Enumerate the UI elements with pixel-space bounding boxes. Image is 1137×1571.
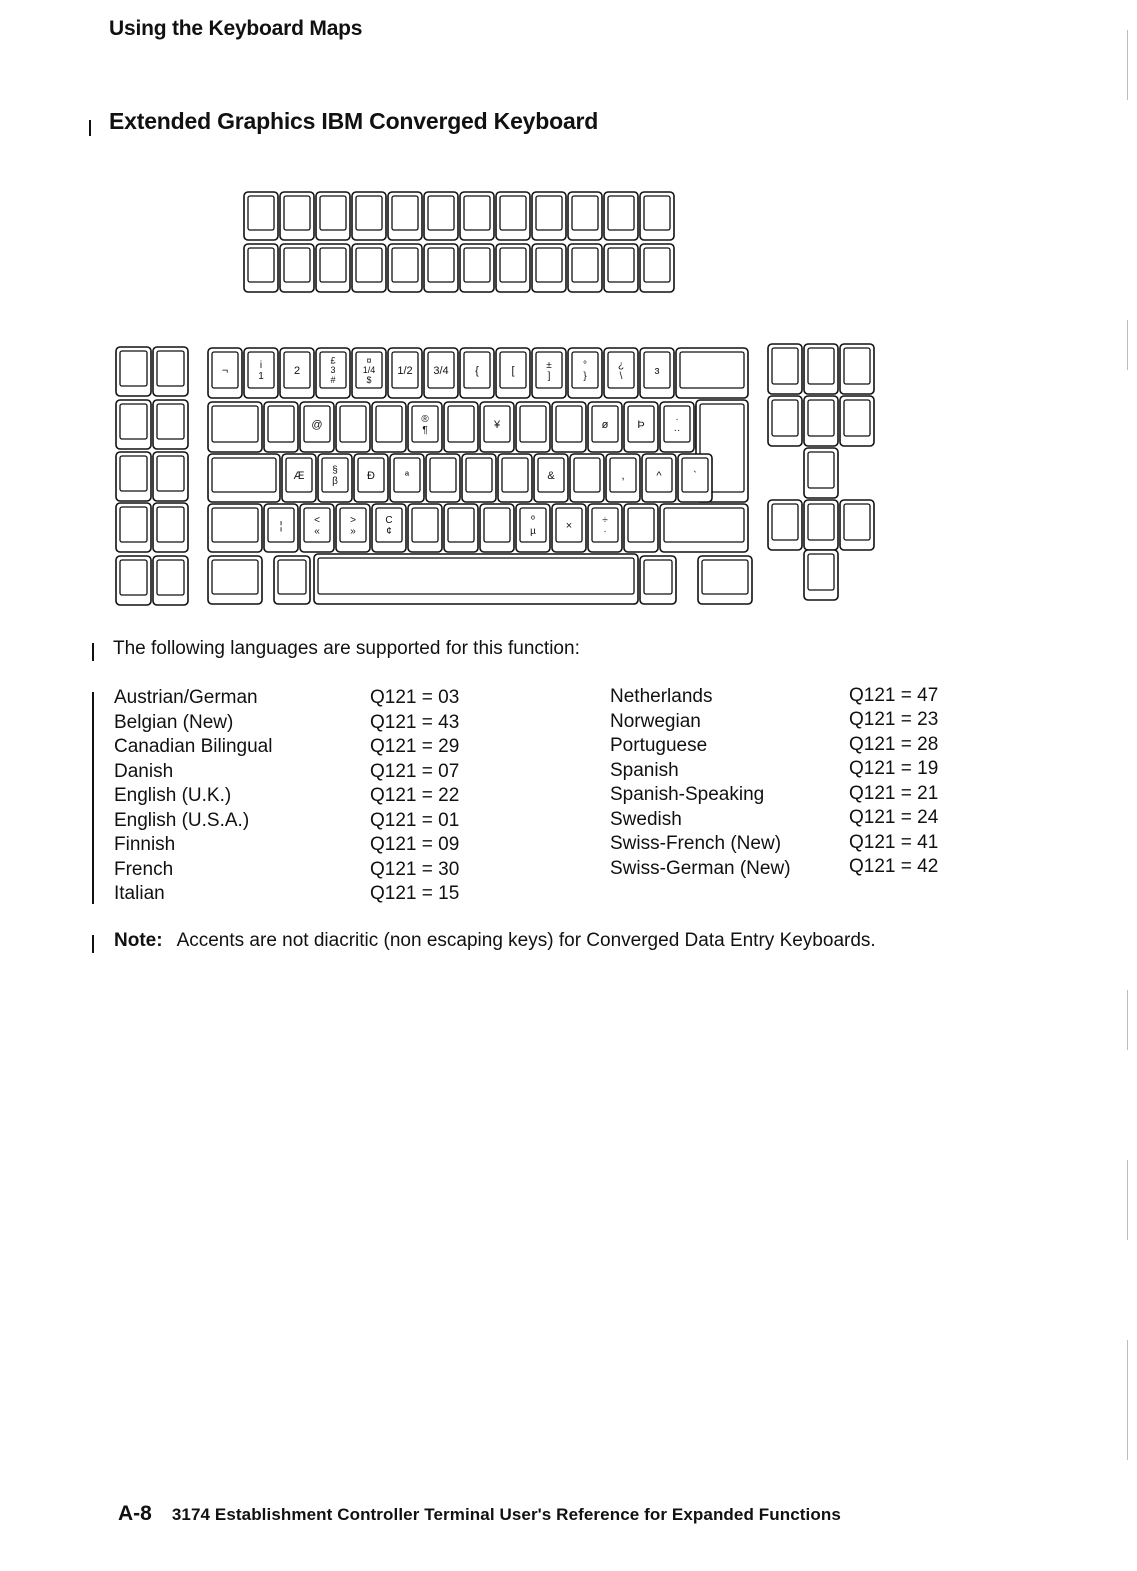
function-key bbox=[424, 192, 458, 240]
aux-key bbox=[116, 452, 151, 501]
language-name: Spanish bbox=[610, 760, 679, 781]
language-code: Q121 = 29 bbox=[370, 736, 460, 757]
main-key bbox=[264, 402, 298, 452]
language-code: Q121 = 01 bbox=[370, 810, 460, 831]
key-legend: Ð bbox=[367, 469, 375, 482]
key-legend: ¿ bbox=[617, 360, 625, 372]
main-key bbox=[444, 402, 478, 452]
function-key bbox=[352, 192, 386, 240]
key-legend: · bbox=[603, 526, 607, 538]
language-name: Finnish bbox=[114, 834, 176, 855]
key-legend: · bbox=[675, 414, 679, 426]
aux-key bbox=[116, 556, 151, 605]
cursor-up-key bbox=[804, 448, 838, 498]
key-legend: # bbox=[330, 375, 336, 386]
key-legend: ] bbox=[547, 371, 551, 383]
language-name: English (U.K.) bbox=[114, 785, 232, 806]
right-ctrl-key bbox=[698, 556, 752, 604]
language-code: Q121 = 22 bbox=[370, 785, 460, 806]
main-key bbox=[480, 504, 514, 552]
right-shift-key bbox=[660, 504, 748, 552]
language-code: Q121 = 07 bbox=[370, 761, 460, 782]
cursor-key bbox=[804, 344, 838, 394]
language-name: Danish bbox=[114, 761, 174, 782]
key-legend: & bbox=[547, 469, 555, 482]
language-name: Netherlands bbox=[610, 686, 713, 707]
language-code: Q121 = 24 bbox=[849, 807, 939, 828]
key-legend: , bbox=[621, 469, 625, 482]
section-title: Extended Graphics IBM Converged Keyboard bbox=[109, 108, 599, 134]
key-legend: º bbox=[531, 515, 535, 527]
key-legend: 2 bbox=[293, 364, 301, 377]
function-key bbox=[460, 244, 494, 292]
language-code: Q121 = 15 bbox=[370, 883, 460, 904]
language-name: Austrian/German bbox=[114, 687, 258, 708]
function-key bbox=[496, 192, 530, 240]
caps-lock-key bbox=[208, 454, 280, 502]
key-legend: $ bbox=[366, 375, 372, 386]
function-key bbox=[244, 244, 278, 292]
key-legend: ^ bbox=[656, 469, 662, 482]
key-legend: < bbox=[314, 515, 320, 527]
key-legend: × bbox=[565, 519, 573, 532]
cursor-key bbox=[768, 344, 802, 394]
cursor-key bbox=[804, 500, 838, 550]
function-key bbox=[532, 192, 566, 240]
key-legend: ÷ bbox=[602, 515, 608, 527]
key-legend: 3 bbox=[330, 365, 336, 376]
revision-bar bbox=[92, 692, 94, 904]
key-legend: } bbox=[583, 371, 587, 383]
function-key bbox=[568, 192, 602, 240]
main-key bbox=[426, 454, 460, 502]
main-key bbox=[516, 402, 550, 452]
function-key bbox=[280, 192, 314, 240]
key-legend: ¤ bbox=[366, 355, 372, 366]
main-key bbox=[372, 402, 406, 452]
key-legend: Æ bbox=[293, 469, 305, 482]
function-key bbox=[388, 192, 422, 240]
note-label: Note: bbox=[114, 930, 163, 951]
key-legend: ¥ bbox=[493, 418, 501, 431]
key-legend: i bbox=[259, 360, 263, 372]
function-key bbox=[244, 192, 278, 240]
language-name: English (U.S.A.) bbox=[114, 810, 250, 831]
key-legend: ·· bbox=[673, 425, 681, 437]
aux-key bbox=[116, 503, 151, 552]
cursor-key bbox=[840, 396, 874, 446]
page-number: A-8 bbox=[118, 1502, 152, 1525]
cursor-down-key bbox=[804, 550, 838, 600]
language-code: Q121 = 47 bbox=[849, 685, 939, 706]
key-legend: Þ bbox=[637, 418, 645, 431]
key-legend: \ bbox=[619, 371, 623, 383]
main-key bbox=[462, 454, 496, 502]
function-key bbox=[568, 244, 602, 292]
scan-edge-mark bbox=[1127, 990, 1128, 1050]
language-name: Belgian (New) bbox=[114, 712, 234, 733]
main-key bbox=[408, 504, 442, 552]
key-legend: 1 bbox=[258, 371, 264, 383]
note-text: Accents are not diacritic (non escaping keys) for Converged Data Entry Keyboards. bbox=[176, 930, 876, 951]
language-name: Spanish-Speaking bbox=[610, 784, 765, 805]
left-shift-key bbox=[208, 504, 262, 552]
language-code: Q121 = 28 bbox=[849, 734, 939, 755]
main-key bbox=[552, 402, 586, 452]
key-legend: » bbox=[350, 526, 356, 538]
function-key bbox=[640, 244, 674, 292]
language-name: French bbox=[114, 859, 174, 880]
ctrl-key bbox=[208, 556, 262, 604]
aux-key bbox=[153, 347, 188, 396]
key-legend: ¦ bbox=[279, 519, 283, 532]
page-footer bbox=[118, 1502, 841, 1526]
scan-edge-mark bbox=[1127, 320, 1128, 370]
function-key bbox=[316, 244, 350, 292]
function-key bbox=[316, 192, 350, 240]
function-key bbox=[424, 244, 458, 292]
cursor-key bbox=[840, 500, 874, 550]
aux-key bbox=[153, 556, 188, 605]
keyboard-diagram bbox=[0, 0, 1137, 640]
main-key bbox=[444, 504, 478, 552]
language-code: Q121 = 30 bbox=[370, 859, 460, 880]
key-legend: 1/4 bbox=[362, 365, 376, 376]
key-legend: ® bbox=[421, 414, 429, 426]
key-legend: ¬ bbox=[221, 364, 229, 377]
aux-key bbox=[153, 503, 188, 552]
main-key bbox=[570, 454, 604, 502]
key-legend: C bbox=[385, 515, 393, 527]
scan-edge-mark bbox=[1127, 1340, 1128, 1460]
scan-edge-mark bbox=[1127, 30, 1128, 100]
key-legend: £ bbox=[330, 355, 336, 366]
tab-key bbox=[208, 402, 262, 452]
function-key bbox=[604, 192, 638, 240]
aux-key bbox=[153, 452, 188, 501]
language-code: Q121 = 21 bbox=[849, 783, 939, 804]
function-key bbox=[640, 192, 674, 240]
language-code: Q121 = 03 bbox=[370, 687, 460, 708]
alt-right-key bbox=[640, 556, 676, 604]
key-legend: 1/2 bbox=[397, 364, 413, 377]
language-code: Q121 = 42 bbox=[849, 856, 939, 877]
language-name: Portuguese bbox=[610, 735, 708, 756]
cursor-key bbox=[768, 500, 802, 550]
language-code: Q121 = 41 bbox=[849, 832, 939, 853]
note bbox=[114, 930, 876, 952]
language-name: Swedish bbox=[610, 809, 682, 830]
running-head: Using the Keyboard Maps bbox=[109, 17, 363, 40]
key-legend: [ bbox=[511, 364, 515, 377]
revision-bar bbox=[92, 935, 94, 953]
key-legend: 3/4 bbox=[433, 364, 449, 377]
backspace-key bbox=[676, 348, 748, 398]
language-name: Swiss-French (New) bbox=[610, 833, 782, 854]
function-key bbox=[280, 244, 314, 292]
language-name: Swiss-German (New) bbox=[610, 858, 791, 879]
key-legend: ¢ bbox=[386, 526, 392, 538]
language-code: Q121 = 19 bbox=[849, 758, 939, 779]
main-key bbox=[624, 504, 658, 552]
key-legend: ° bbox=[583, 360, 587, 372]
function-key bbox=[460, 192, 494, 240]
alt-key bbox=[274, 556, 310, 604]
space-bar bbox=[314, 554, 638, 604]
function-key bbox=[496, 244, 530, 292]
intro-text: The following languages are supported for this function: bbox=[113, 638, 580, 659]
key-legend: β bbox=[332, 476, 338, 488]
aux-key bbox=[153, 400, 188, 449]
key-legend: ` bbox=[693, 469, 697, 482]
revision-bar bbox=[92, 643, 94, 661]
function-key bbox=[388, 244, 422, 292]
main-key bbox=[336, 402, 370, 452]
function-key bbox=[352, 244, 386, 292]
function-key bbox=[532, 244, 566, 292]
language-code: Q121 = 23 bbox=[849, 709, 939, 730]
key-legend: ɜ bbox=[654, 364, 660, 377]
key-legend: { bbox=[475, 364, 479, 377]
language-name: Norwegian bbox=[610, 711, 701, 732]
scan-edge-mark bbox=[1127, 1160, 1128, 1240]
key-legend: > bbox=[350, 515, 356, 527]
language-code: Q121 = 43 bbox=[370, 712, 460, 733]
key-legend: « bbox=[314, 526, 320, 538]
language-code: Q121 = 09 bbox=[370, 834, 460, 855]
key-legend: ø bbox=[601, 418, 609, 431]
cursor-key bbox=[768, 396, 802, 446]
main-key bbox=[498, 454, 532, 502]
key-legend: @ bbox=[311, 418, 323, 431]
aux-key bbox=[116, 400, 151, 449]
language-name: Italian bbox=[114, 883, 165, 904]
cursor-key bbox=[804, 396, 838, 446]
language-name: Canadian Bilingual bbox=[114, 736, 273, 757]
function-key bbox=[604, 244, 638, 292]
book-title: 3174 Establishment Controller Terminal User's Reference for Expanded Functions bbox=[171, 1505, 841, 1524]
key-legend: ª bbox=[404, 469, 410, 482]
cursor-key bbox=[840, 344, 874, 394]
key-legend: µ bbox=[530, 526, 536, 538]
aux-key bbox=[116, 347, 151, 396]
key-legend: § bbox=[332, 465, 338, 477]
key-legend: ± bbox=[546, 360, 552, 372]
key-legend: ¶ bbox=[422, 425, 428, 437]
